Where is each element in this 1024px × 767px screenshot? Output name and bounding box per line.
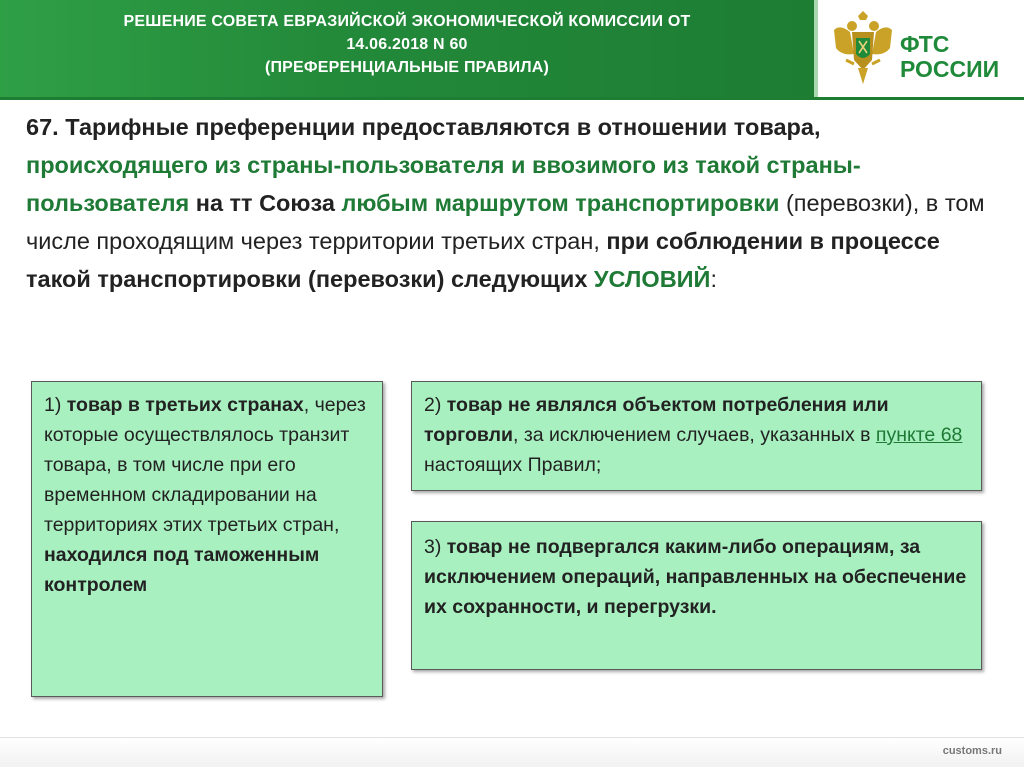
header-rule bbox=[0, 97, 1024, 100]
card-1-bold-end: находился под таможенным контролем bbox=[44, 544, 320, 596]
card-2-bold-lead: товар не являлся объектом потребления или торговли bbox=[424, 394, 889, 446]
paragraph-colon: : bbox=[710, 266, 717, 292]
paragraph-conditions-lead: при соблюдении в процессе такой транспортировки (перевозки) следующих bbox=[26, 228, 940, 292]
double-headed-eagle-emblem-icon bbox=[832, 10, 894, 88]
paragraph-route: любым маршрутом транспортировки bbox=[334, 190, 780, 216]
condition-card-3 bbox=[411, 521, 982, 670]
point-68-link[interactable]: пункте 68 bbox=[875, 424, 963, 446]
card-3-bold-text: товар не подвергался каким-либо операциям, за исключением операций, направленных на обеспечение их сохранности, и перегрузки. bbox=[424, 536, 967, 618]
card-1-text: , через которые осуществлялось транзит товара, в том числе при его временном складировании на территориях этих третьих стран, bbox=[44, 394, 366, 536]
paragraph-intro: 67. Тарифные преференции предоставляются в отношении товара, bbox=[26, 114, 821, 140]
card-1-number: 1) bbox=[44, 394, 67, 416]
card-2-number: 2) bbox=[424, 394, 447, 416]
paragraph-conditions-word: УСЛОВИЙ bbox=[587, 266, 711, 292]
card-2-text: , за исключением случаев, указанных в bbox=[513, 424, 876, 446]
footer-bar bbox=[0, 738, 1024, 767]
footer-site-label: customs.ru bbox=[942, 745, 1002, 757]
condition-card-2 bbox=[411, 381, 982, 491]
condition-card-1 bbox=[31, 381, 383, 697]
card-3-number: 3) bbox=[424, 536, 447, 558]
header-title-line-2: 14.06.2018 N 60 bbox=[346, 36, 468, 53]
fts-logo-text bbox=[900, 32, 999, 82]
card-1-bold-lead: товар в третьих странах bbox=[66, 394, 304, 416]
logo-line-1: ФТС bbox=[900, 31, 950, 57]
header-title-line-1: РЕШЕНИЕ СОВЕТА ЕВРАЗИЙСКОЙ ЭКОНОМИЧЕСКОЙ КОМИССИИ ОТ bbox=[123, 13, 691, 30]
header-title-line-3: (ПРЕФЕРЕНЦИАЛЬНЫЕ ПРАВИЛА) bbox=[264, 59, 550, 76]
paragraph-territory: на тт Союза bbox=[189, 190, 335, 216]
article-67-paragraph bbox=[26, 108, 1001, 298]
paragraph-transit-text: (перевозки), в том числе проходящим через территории третьих стран, bbox=[26, 190, 985, 254]
logo-line-2: РОССИИ bbox=[900, 56, 1000, 82]
card-2-text-end: настоящих Правил; bbox=[424, 454, 602, 476]
paragraph-origin-condition: происходящего из страны-пользователя и ввозимого из такой страны-пользователя bbox=[26, 152, 861, 216]
slide-header bbox=[0, 0, 814, 97]
